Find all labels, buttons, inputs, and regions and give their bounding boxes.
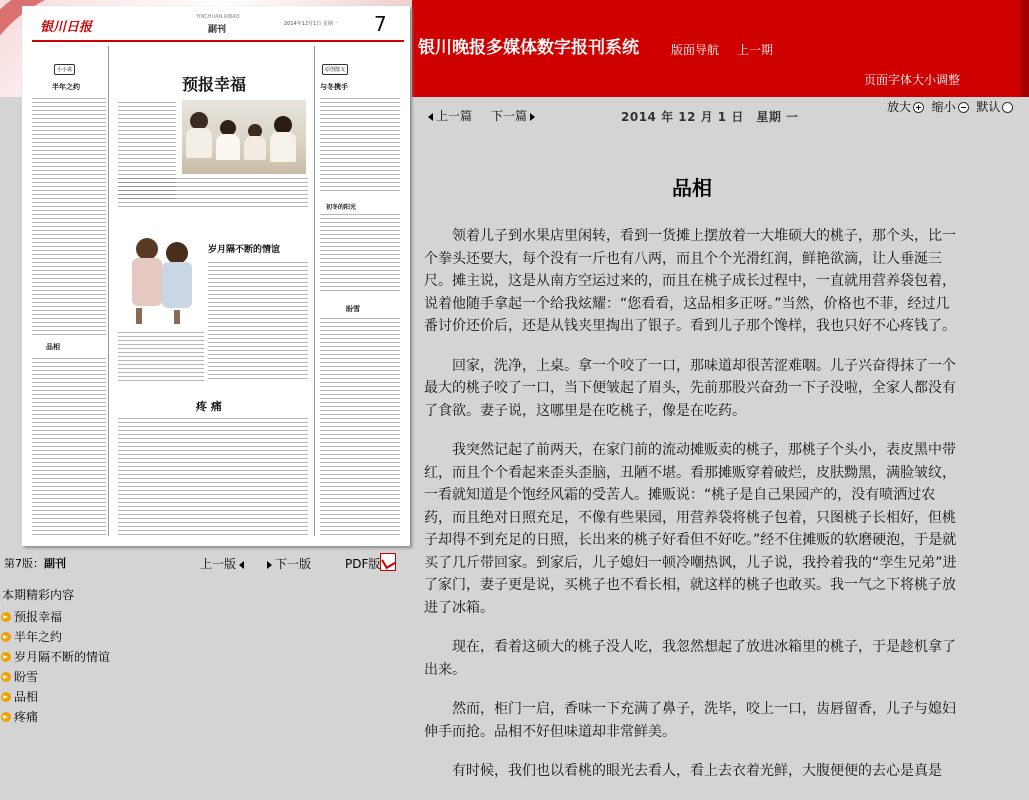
children-illustration [126,232,202,328]
pdf-icon[interactable] [380,553,396,571]
zoom-out-icon[interactable] [958,102,969,113]
paper-section-name: 副刊 [208,25,227,35]
paper-text-block [118,332,204,382]
paper-headline[interactable]: 盼雪 [346,304,360,313]
zoom-default-label[interactable]: 默认 [976,100,1001,114]
edition-bar [0,551,412,573]
zoom-controls [887,98,1013,115]
next-article-label[interactable]: 下一篇 [491,109,528,123]
family-photo [182,100,306,174]
edition-page-name: 副刊 [44,557,66,570]
highlight-item[interactable] [0,607,110,627]
paper-tag: 小小说 [54,64,75,75]
article-paragraph: 领着儿子到水果店里闲转，看到一货摊上摆放着一大堆硕大的桃子，那个头，比一个拳头还要大，每个没有一斤也有八两，而且个个光滑红润，鲜艳欲滴，让人垂涎三尺。摊主说，这是从南方空运过来的，而且在桃子成长过程中，一直就用营养袋包着，说着他随手拿起一个给我炫耀：“您看看，这品相多正呀。”当然，价格也不菲，经过几番讨价还价后，还是从钱夹里掏出了银子。看到儿子那个馋样，我也只好不心疼钱了。 [424,228,956,334]
paper-headline[interactable]: 与冬携手 [320,82,348,91]
arrow-left-icon [239,561,244,569]
newspaper-page-thumbnail[interactable] [22,6,410,546]
arrow-right-icon [530,113,535,121]
paper-text-block [208,262,308,382]
arrow-bullet-icon [1,692,11,702]
arrow-bullet-icon [1,712,11,722]
paper-text-block [32,98,106,338]
article-body [424,225,960,800]
paper-text-block [320,98,400,192]
previous-article-link[interactable] [428,107,472,124]
highlights-list [0,607,110,727]
font-size-adjust-label: 页面字体大小调整 [864,73,961,87]
paper-text-block [320,318,400,536]
article-paragraph: 现在，看着这硕大的桃子没人吃，我忽然想起了放进冰箱里的桃子，于是趁机拿了出来。 [424,639,956,678]
paper-date: 2014年12月1日 星期一 [284,21,338,27]
edition-page-number: 第7版： [4,557,44,570]
previous-article-label[interactable]: 上一篇 [436,109,473,123]
column-divider [314,46,315,536]
highlights-title: 本期精彩内容 [2,588,75,602]
zoom-in-label[interactable]: 放大 [887,100,912,114]
next-page-link[interactable] [267,555,311,572]
paper-text-block [118,178,308,210]
article-paragraph: 然而，柜门一启，香味一下充满了鼻子，洗毕，咬上一口，齿唇留香，儿子与媳妇伸手而抢。品相不好但味道却非常鲜美。 [424,701,956,740]
zoom-out-label[interactable]: 缩小 [931,100,956,114]
zoom-out-control[interactable] [932,100,969,114]
pdf-link[interactable]: PDF版 [345,557,381,571]
highlight-item-label[interactable]: 盼雪 [14,670,39,684]
article-paragraph: 有时候，我们也以看桃的眼光去看人，看上去衣着光鲜，大腹便便的去心是真是 [452,763,942,779]
edition-page-label [4,555,66,571]
arrow-bullet-icon [1,632,11,642]
paper-text-block [118,418,308,536]
paper-tag: 原创散文 [322,64,348,75]
zoom-default-radio[interactable] [1002,102,1013,113]
previous-issue-link[interactable]: 上一期 [737,43,774,57]
next-article-link[interactable] [491,107,535,124]
zoom-in-control[interactable] [887,100,924,114]
paper-headline[interactable]: 疼 痛 [196,400,222,413]
paper-page-number: 7 [374,12,387,36]
article-title: 品相 [672,176,712,200]
next-page-label[interactable]: 下一版 [275,557,312,571]
paper-logo: 银川日报 [40,20,93,35]
paper-headline[interactable]: 初冬的阳光 [326,204,357,211]
previous-page-label[interactable]: 上一版 [200,557,237,571]
highlight-item[interactable] [0,707,110,727]
layout-navigation-link[interactable]: 版面导航 [671,43,720,57]
arrow-bullet-icon [1,672,11,682]
paper-pinyin: YINCHUAN RIBAO [196,14,240,20]
highlight-item-label[interactable]: 疼痛 [14,710,39,724]
paper-headline[interactable]: 岁月隔不断的情谊 [208,245,281,255]
paper-text-block [32,358,106,536]
paper-main-headline[interactable]: 预报幸福 [182,75,247,94]
zoom-in-icon[interactable] [913,102,924,113]
highlight-item-label[interactable]: 岁月隔不断的情谊 [14,650,111,664]
highlight-item-label[interactable]: 预报幸福 [14,610,63,624]
column-divider [108,46,109,536]
paper-headline[interactable]: 品相 [46,342,60,351]
article-date: 2014 年 12 月 1 日 星期 一 [621,110,799,124]
highlight-item-label[interactable]: 半年之约 [14,630,63,644]
highlight-item-label[interactable]: 品相 [14,690,39,704]
article-paragraph: 回家，洗净，上桌。拿一个咬了一口，那味道却很苦涩难咽。儿子兴奋得抹了一个最大的桃子咬了一口，当下便皱起了眉头，先前那股兴奋劲一下子没啦，全家人都没有了食欲。妻子说，这哪里是在吃桃子，像是在吃药。 [424,357,956,419]
arrow-left-icon [428,113,433,121]
highlight-item[interactable] [0,647,110,667]
system-title: 银川晚报多媒体数字报刊系统 [418,38,639,58]
article-paragraph: 我突然记起了前两天，在家门前的流动摊贩卖的桃子，那桃子个头小，表皮黑中带红，而且个个看起来歪头歪脑，丑陋不堪。看那摊贩穿着破烂，皮肤黝黑，满脸皱纹，一看就知道是个饱经风霜的受苦人。摊贩说：“桃子是自己果园产的，没有喷洒过农药，而且绝对日照充足，不像有些果园，用营养袋将桃子包着，只图桃子长相好，但桃子却得不到充足的日照，长出来的桃子好看但不好吃。”经不住摊贩的软磨硬泡，于是就买了几斤带回家。到家后，儿子媳妇一顿冷嘲热讽，儿子说，我拎着我的“孪生兄弟”进了家门，妻子更是说，买桃子也不看长相，就这样的桃子也敢买。我一气之下将桃子放进了冰箱。 [424,442,957,616]
zoom-default-control[interactable] [976,100,1013,114]
paper-text-block [320,214,400,294]
highlight-item[interactable] [0,667,110,687]
header-edge [1021,0,1029,97]
paper-headline[interactable]: 半年之约 [52,82,80,91]
arrow-bullet-icon [1,612,11,622]
highlight-item[interactable] [0,627,110,647]
arrow-bullet-icon [1,652,11,662]
arrow-right-icon [267,561,272,569]
highlight-item[interactable] [0,687,110,707]
previous-page-link[interactable] [200,555,247,572]
